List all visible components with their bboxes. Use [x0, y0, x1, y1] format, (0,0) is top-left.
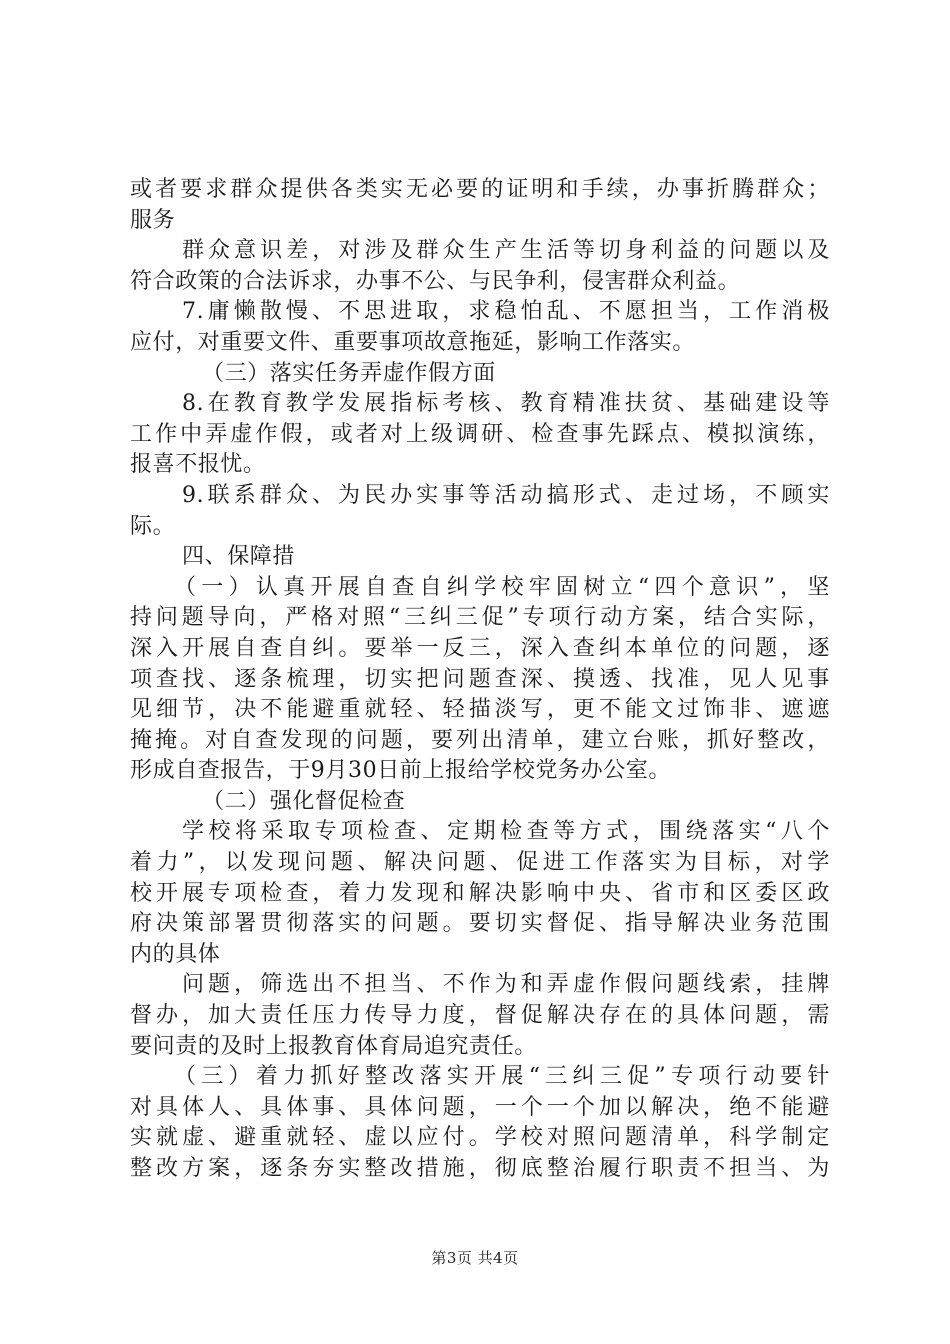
- page-footer: 第3页 共4页: [431, 1249, 519, 1267]
- text-line: 报喜不报忧。: [130, 452, 266, 478]
- text-line: 问题，筛选出不担当、不作为和弄虚作假问题线索，挂牌: [182, 972, 830, 998]
- text-line: 府决策部署贯彻落实的问题。要切实督促、指导解决业务范围: [130, 911, 830, 937]
- text-line: 7.庸懒散慢、不思进取，求稳怕乱、不愿担当，工作消极: [182, 299, 830, 325]
- text-line: 实就虚、避重就轻、虚以应付。学校对照问题清单，科学制定: [130, 1125, 830, 1151]
- text-line: 8.在教育教学发展指标考核、教育精准扶贫、基础建设等: [182, 391, 830, 417]
- text-line: 内的具体: [130, 941, 221, 967]
- text-line: 服务: [130, 207, 176, 233]
- text-line: 形成自查报告，于9月30日前上报给学校党务办公室。: [130, 758, 671, 784]
- text-line: 着力”，以发现问题、解决问题、促进工作落实为目标，对学: [130, 850, 830, 876]
- text-line: 要问责的及时上报教育体育局追究责任。: [130, 1033, 537, 1059]
- text-line: 9.联系群众、为民办实事等活动搞形式、走过场，不顾实: [182, 482, 830, 508]
- text-line: （三）着力抓好整改落实开展“三纠三促”专项行动要针: [174, 1064, 830, 1090]
- text-line: 整改方案，逐条夯实整改措施，彻底整治履行职责不担当、为: [130, 1156, 830, 1181]
- text-line: 见细节，决不能避重就轻、轻描淡写，更不能文过饰非、遮遮: [130, 697, 830, 723]
- text-line: 对具体人、具体事、具体问题，一个一个加以解决，绝不能避: [130, 1094, 830, 1120]
- text-line: （二）强化督促检查: [202, 788, 406, 814]
- text-line: 应付，对重要文件、重要事项故意拖延，影响工作落实。: [130, 329, 696, 355]
- text-line: 掩掩。对自查发现的问题，要列出清单，建立台账，抓好整改，: [130, 727, 830, 753]
- text-line: 深入开展自查自纠。要举一反三，深入查纠本单位的问题，逐: [130, 635, 830, 661]
- text-line: 工作中弄虚作假，或者对上级调研、检查事先踩点、模拟演练，: [130, 421, 830, 447]
- text-line: 项查找、逐条梳理，切实把问题查深、摸透、找准，见人见事: [130, 666, 830, 692]
- text-line: 或者要求群众提供各类实无必要的证明和手续，办事折腾群众；: [130, 177, 830, 202]
- text-line: 学校将采取专项检查、定期检查等方式，围绕落实“八个: [182, 819, 830, 845]
- text-line: 符合政策的合法诉求，办事不公、与民争利，侵害群众利益。: [130, 268, 741, 294]
- text-line: 际。: [130, 513, 176, 539]
- text-line: 四、保障措: [182, 544, 296, 570]
- text-line: 群众意识差，对涉及群众生产生活等切身利益的问题以及: [182, 238, 830, 264]
- text-line: 持问题导向，严格对照“三纠三促”专项行动方案，结合实际，: [130, 605, 830, 631]
- document-body: [130, 175, 830, 1185]
- text-line: 校开展专项检查，着力发现和解决影响中央、省市和区委区政: [130, 880, 830, 906]
- text-line: 督办，加大责任压力传导力度，督促解决存在的具体问题，需: [130, 1003, 830, 1029]
- text-line: （一）认真开展自查自纠学校牢固树立“四个意识”，坚: [174, 574, 830, 600]
- text-line: （三）落实任务弄虚作假方面: [202, 360, 496, 386]
